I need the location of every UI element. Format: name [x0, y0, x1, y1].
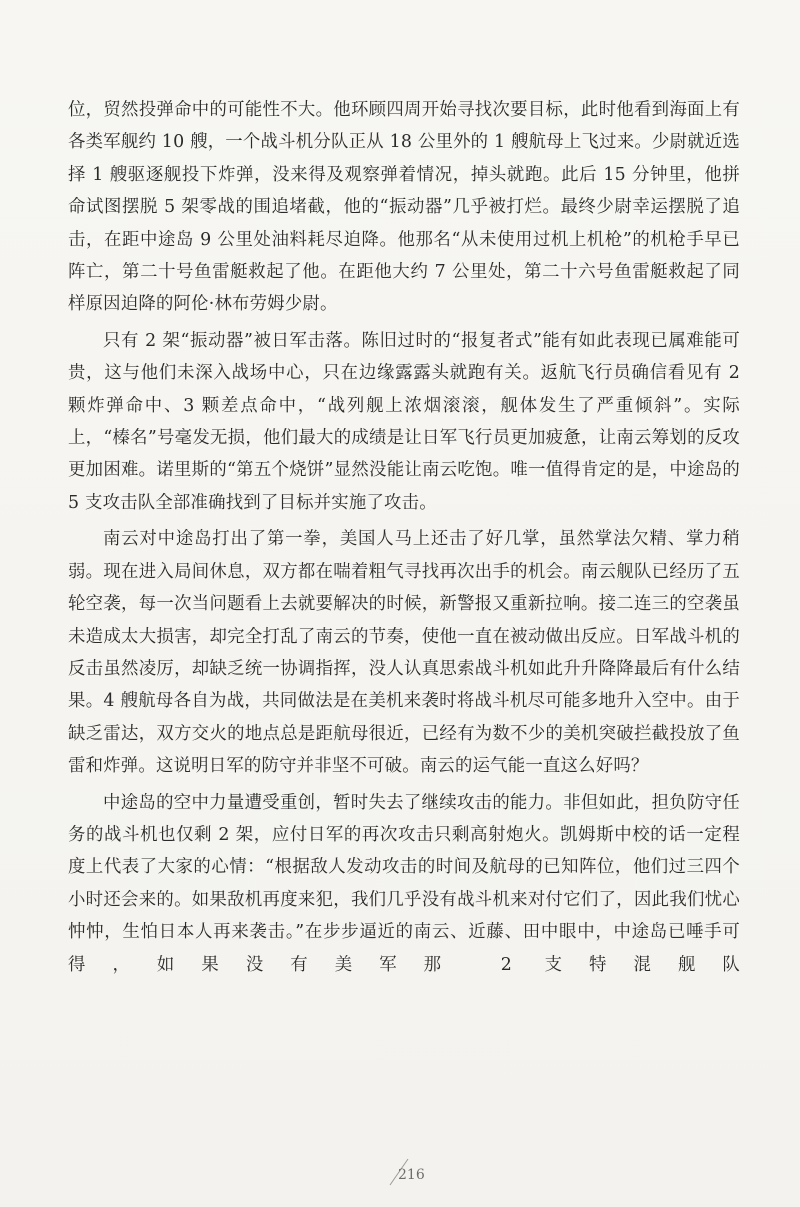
page-number: 216: [398, 1167, 425, 1183]
paragraph-1: 位，贸然投弹命中的可能性不大。他环顾四周开始寻找次要目标，此时他看到海面上有各类军舰约 10 艘，一个战斗机分队正从 18 公里外的 1 艘航母上飞过来。少尉就近选择 1 艘驱逐舰投下炸弹，没来得及观察弹着情况，掉头就跑。此后 15 分钟里，他拼命试图摆脱 5 架零战的围追堵截，他的“振动器”几乎被打烂。最终少尉幸运摆脱了追击，在距中途岛 9 公里处油料耗尽迫降。他那名“从未使用过机上机枪”的机枪手早已阵亡，第二十号鱼雷艇救起了他。在距他大约 7 公里处，第二十六号鱼雷艇救起了同样原因迫降的阿伦·林布劳姆少尉。: [68, 100, 740, 315]
paragraph-2: 只有 2 架“振动器”被日军击落。陈旧过时的“报复者式”能有如此表现已属难能可贵，这与他们未深入战场中心，只在边缘露露头就跑有关。返航飞行员确信看见有 2 颗炸弹命中、3 颗差点命中，“战列舰上浓烟滚滚，舰体发生了严重倾斜”。实际上，“榛名”号毫发无损，他们最大的成绩是让日军飞行员更加疲惫，让南云筹划的反攻更加困难。诺里斯的“第五个烧饼”显然没能让南云吃饱。唯一值得肯定的是，中途岛的 5 支攻击队全部准确找到了目标并实施了攻击。: [68, 330, 740, 513]
page-footer: [0, 1145, 800, 1195]
paragraph-3: 南云对中途岛打出了第一拳，美国人马上还击了好几掌，虽然掌法欠精、掌力稍弱。现在进入局间休息，双方都在喘着粗气寻找再次出手的机会。南云舰队已经历了五轮空袭，每一次当问题看上去就要解决的时候，新警报又重新拉响。接二连三的空袭虽未造成太大损害，却完全打乱了南云的节奏，使他一直在被动做出反应。日军战斗机的反击虽然凌厉，却缺乏统一协调指挥，没人认真思索战斗机如此升升降降最后有什么结果。4 艘航母各自为战，共同做法是在美机来袭时将战斗机尽可能多地升入空中。由于缺乏雷达，双方交火的地点总是距航母很近，已经有为数不少的美机突破拦截投放了鱼雷和炸弹。这说明日军的防守并非坚不可破。南云的运气能一直这么好吗？: [68, 529, 740, 777]
body-text: [68, 94, 740, 981]
paragraph-4: 中途岛的空中力量遭受重创，暂时失去了继续攻击的能力。非但如此，担负防守任务的战斗机也仅剩 2 架，应付日军的再次攻击只剩高射炮火。凯姆斯中校的话一定程度上代表了大家的心情：“根据敌人发动攻击的时间及航母的已知阵位，他们过三四个小时还会来的。如果敌机再度来犯，我们几乎没有战斗机来对付它们了，因此我们忧心忡忡，生怕日本人再来袭击。”在步步逼近的南云、近藤、田中眼中，中途岛已唾手可得，如果没有美军那 2 支特混舰队: [68, 792, 740, 975]
